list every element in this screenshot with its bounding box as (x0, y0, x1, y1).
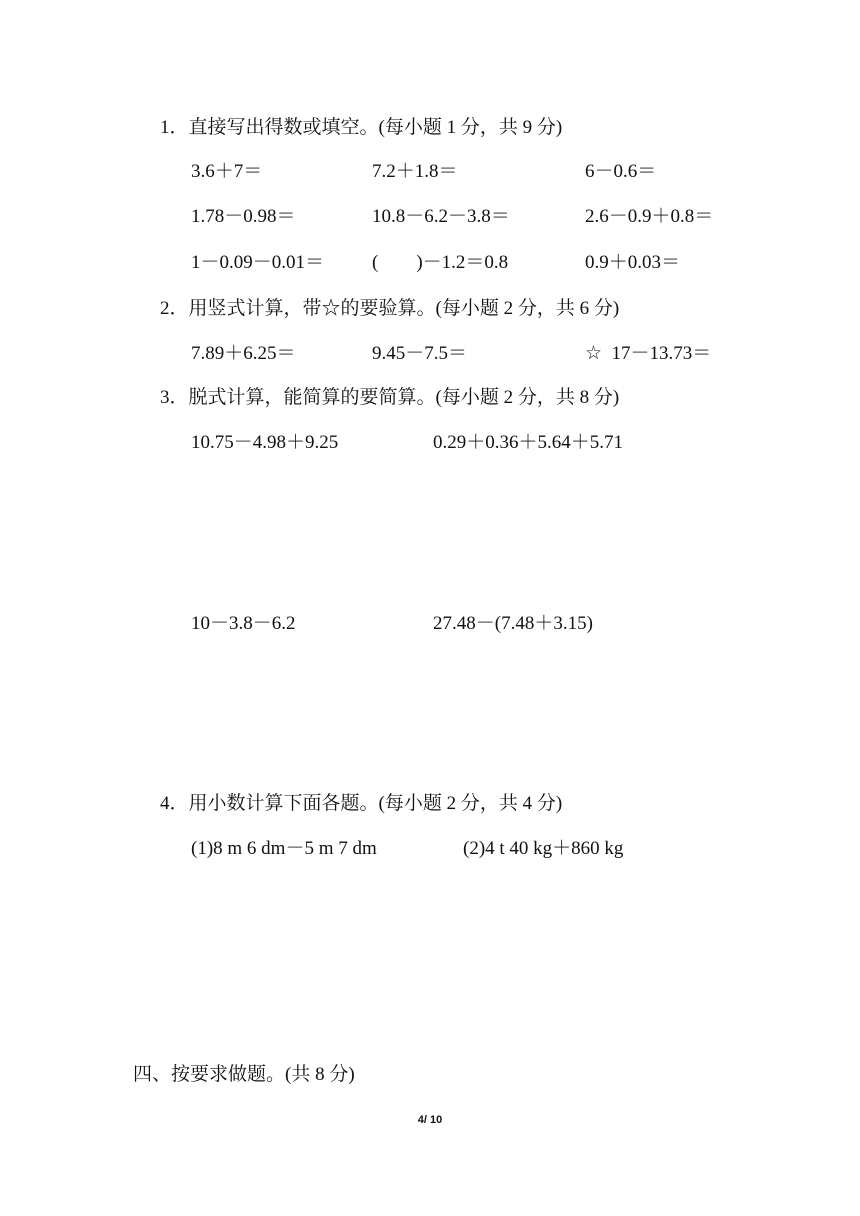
q3-r1-c2: 0.29＋0.36＋5.64＋5.71 (433, 432, 624, 453)
q1-r2-c2: 10.8－6.2－3.8＝ (372, 206, 510, 227)
q3-r2-c1: 10－3.8－6.2 (191, 613, 296, 634)
q1-r3-c3: 0.9＋0.03＝ (585, 252, 681, 273)
q1-heading: 1．直接写出得数或填空。(每小题 1 分，共 9 分) (160, 117, 563, 138)
q3-heading: 3．脱式计算，能简算的要简算。(每小题 2 分，共 8 分) (160, 387, 620, 408)
q1-r1-c2: 7.2＋1.8＝ (372, 161, 458, 182)
q2-item-1: 7.89＋6.25＝ (191, 343, 296, 364)
q2-item-3: ☆ 17－13.73＝ (585, 343, 712, 364)
q4-heading: 4．用小数计算下面各题。(每小题 2 分，共 4 分) (160, 793, 563, 814)
q1-r3-c2: ( )－1.2＝0.8 (372, 252, 509, 273)
q1-r2-c1: 1.78－0.98＝ (191, 206, 296, 227)
q1-r1-c1: 3.6＋7＝ (191, 161, 263, 182)
q2-item-2: 9.45－7.5＝ (372, 343, 468, 364)
q2-heading: 2．用竖式计算，带☆的要验算。(每小题 2 分，共 6 分) (160, 298, 620, 319)
section-4-heading: 四、按要求做题。(共 8 分) (133, 1064, 355, 1085)
q4-item-1: (1)8 m 6 dm－5 m 7 dm (191, 838, 377, 859)
q1-r1-c3: 6－0.6＝ (585, 161, 657, 182)
q4-item-2: (2)4 t 40 kg＋860 kg (463, 838, 624, 859)
q1-r2-c3: 2.6－0.9＋0.8＝ (585, 206, 714, 227)
q1-r3-c1: 1－0.09－0.01＝ (191, 252, 325, 273)
page-number: 4/ 10 (417, 1114, 443, 1126)
q3-r1-c1: 10.75－4.98＋9.25 (191, 432, 339, 453)
q3-r2-c2: 27.48－(7.48＋3.15) (433, 613, 593, 634)
